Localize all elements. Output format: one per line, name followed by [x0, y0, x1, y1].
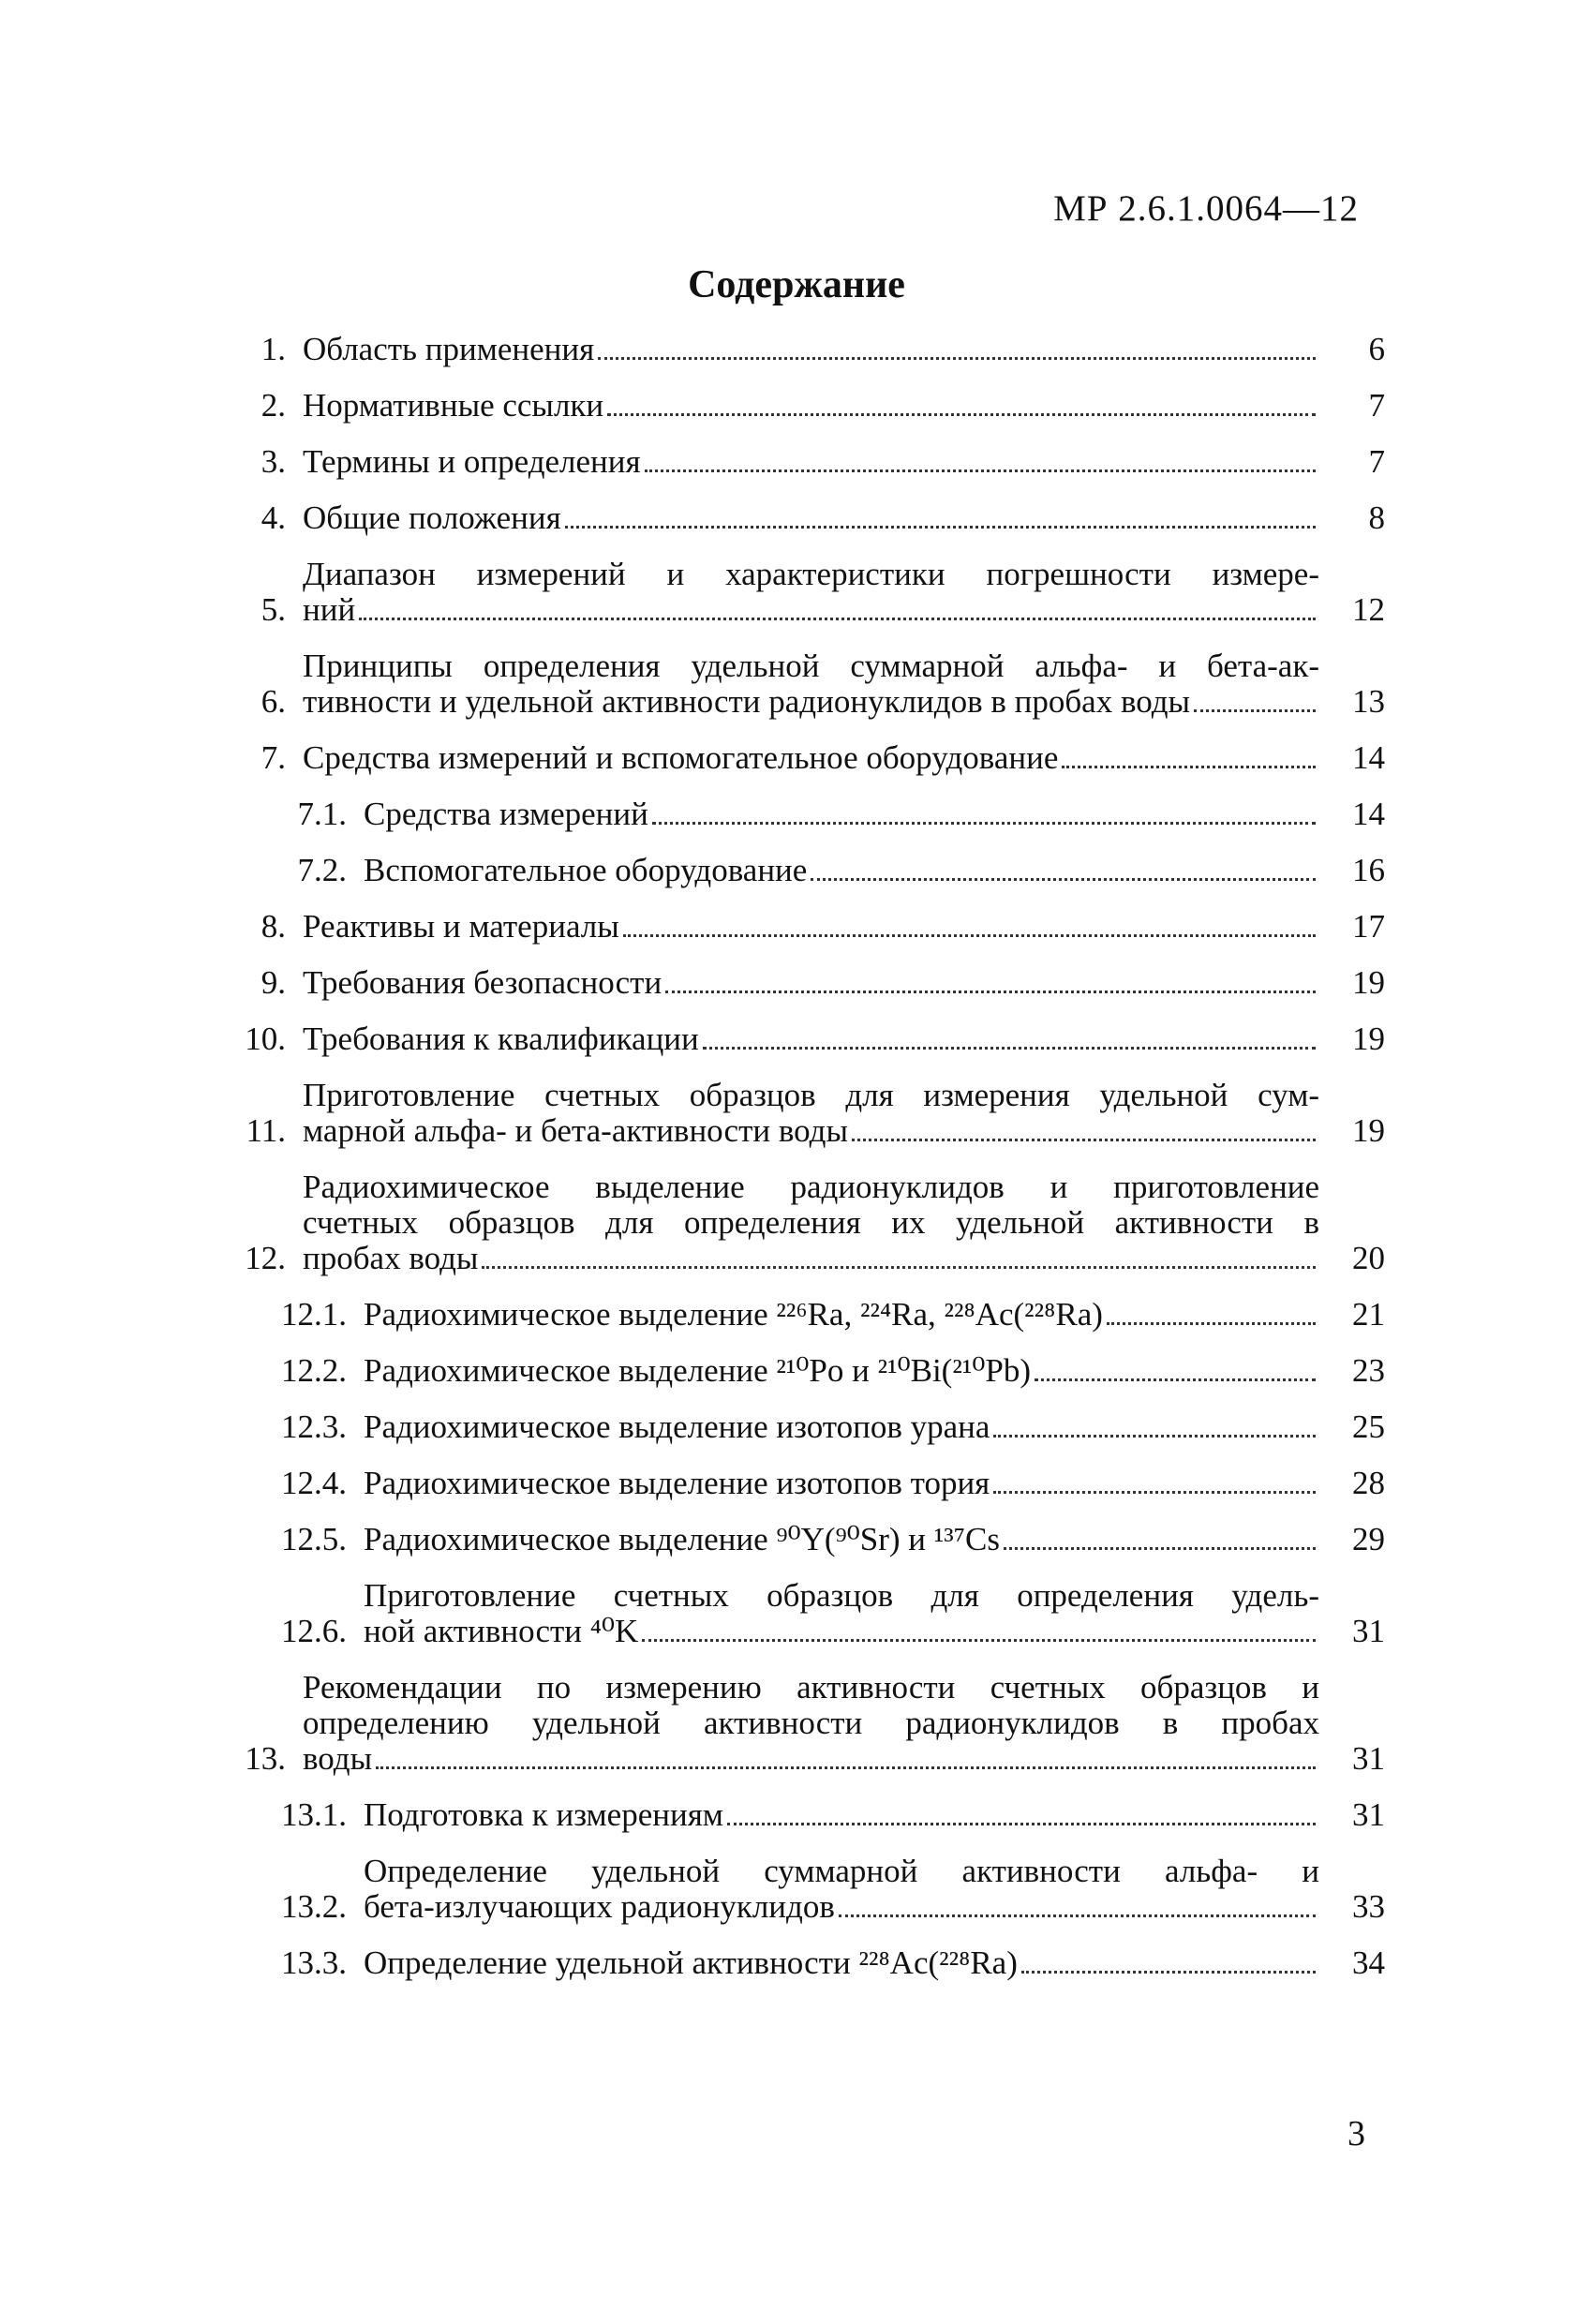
toc-entry-number: 13.1.	[281, 1796, 347, 1833]
toc-entry-number: 5.	[261, 591, 286, 628]
toc-entry-page: 19	[1352, 1020, 1385, 1057]
toc-entry-number: 13.3.	[281, 1944, 347, 1981]
table-of-contents	[206, 332, 1385, 2002]
toc-entry-title: марной альфа- и бета-активности воды	[303, 1112, 848, 1149]
toc-entry-number: 12.5.	[281, 1521, 347, 1557]
toc-entry-number: 1.	[261, 331, 286, 367]
dot-leader	[1107, 1322, 1316, 1325]
toc-entry-title: Вспомогательное оборудование	[364, 852, 808, 888]
toc-entry-title: пробах воды	[303, 1240, 479, 1276]
toc-entry-page: 34	[1352, 1944, 1385, 1981]
toc-entry-title: Радиохимическое выделение ⁹⁰Y(⁹⁰Sr) и ¹³⁷Cs	[364, 1521, 1000, 1557]
toc-entry-number: 13.	[245, 1740, 286, 1777]
toc-entry-text-line: Принципы определения удельной суммарной альфа- и бета-ак-	[303, 648, 1319, 684]
toc-entry-title: Радиохимическое выделение ²²⁶Ra, ²²⁴Ra, ²²⁸Ac(²²⁸Ra)	[364, 1296, 1103, 1333]
dot-leader	[852, 1139, 1316, 1141]
toc-entry-title: Средства измерений и вспомогательное оборудование	[303, 739, 1059, 776]
document-code: МР 2.6.1.0064—12	[1053, 188, 1359, 229]
dot-leader	[607, 413, 1316, 416]
dot-leader	[1004, 1547, 1316, 1550]
toc-entry-page: 7	[1368, 387, 1385, 424]
toc-entry-title: Средства измерений	[364, 796, 648, 832]
toc-entry[interactable]	[206, 965, 1385, 1001]
toc-entry-number: 12.6.	[281, 1613, 347, 1649]
toc-entry-page: 13	[1352, 683, 1385, 720]
toc-entry-page: 7	[1368, 443, 1385, 480]
toc-entry-text-line: Определение удельной суммарной активности альфа- и	[364, 1853, 1319, 1889]
toc-entry-number: 11.	[246, 1112, 286, 1149]
toc-entry[interactable]	[206, 388, 1385, 424]
toc-entry-page: 31	[1352, 1740, 1385, 1777]
toc-entry[interactable]	[206, 1854, 1385, 1925]
dot-leader	[703, 1047, 1316, 1050]
toc-entry-page: 25	[1352, 1408, 1385, 1445]
toc-entry-title: Подготовка к измерениям	[364, 1796, 723, 1833]
toc-entry[interactable]	[206, 444, 1385, 480]
dot-leader	[1062, 766, 1316, 768]
dot-leader	[839, 1914, 1316, 1917]
toc-entry-number: 12.	[245, 1240, 286, 1276]
toc-entry-number: 7.1.	[297, 796, 347, 832]
dot-leader	[1021, 1971, 1316, 1974]
toc-entry[interactable]	[206, 1353, 1385, 1389]
toc-entry-page: 19	[1352, 964, 1385, 1001]
dot-leader	[811, 878, 1316, 881]
toc-entry-title: тивности и удельной активности радионуклидов в пробах воды	[303, 683, 1191, 720]
toc-entry-page: 28	[1352, 1465, 1385, 1501]
toc-entry-title: Нормативные ссылки	[303, 387, 604, 424]
toc-entry-number: 2.	[261, 387, 286, 424]
toc-entry-text-line: счетных образцов для определения их удельной активности в	[303, 1204, 1319, 1241]
toc-entry-number: 3.	[261, 443, 286, 480]
toc-entry-page: 14	[1352, 739, 1385, 776]
toc-entry-page: 6	[1368, 331, 1385, 367]
toc-entry-number: 4.	[261, 499, 286, 536]
toc-entry[interactable]	[206, 1021, 1385, 1057]
toc-entry[interactable]	[206, 1945, 1385, 1981]
dot-leader	[642, 1639, 1316, 1642]
toc-entry[interactable]	[206, 648, 1385, 720]
toc-entry-number: 10.	[245, 1020, 286, 1057]
dot-leader	[665, 991, 1316, 993]
toc-entry-title: Требования к квалификации	[303, 1020, 699, 1057]
toc-entry-page: 16	[1352, 852, 1385, 888]
page-number: 3	[1347, 2114, 1365, 2153]
dot-leader	[565, 526, 1316, 529]
toc-entry-title: Радиохимическое выделение изотопов урана	[364, 1408, 990, 1445]
dot-leader	[1035, 1378, 1316, 1381]
toc-entry-number: 7.2.	[297, 852, 347, 888]
toc-entry-page: 14	[1352, 796, 1385, 832]
toc-entry[interactable]	[206, 332, 1385, 367]
toc-entry[interactable]	[206, 500, 1385, 536]
dot-leader	[993, 1435, 1316, 1438]
toc-entry-number: 12.3.	[281, 1408, 347, 1445]
toc-entry-title: Область применения	[303, 331, 595, 367]
toc-entry-page: 12	[1352, 591, 1385, 628]
toc-entry-page: 31	[1352, 1613, 1385, 1649]
toc-entry-title: Требования безопасности	[303, 964, 663, 1001]
toc-entry-number: 12.4.	[281, 1465, 347, 1501]
toc-title: Содержание	[688, 263, 905, 306]
toc-entry-title: ной активности ⁴⁰K	[364, 1613, 639, 1649]
toc-entry-title: Реактивы и материалы	[303, 908, 619, 945]
toc-entry[interactable]	[206, 557, 1385, 628]
toc-entry[interactable]	[206, 1670, 1385, 1777]
dot-leader	[598, 357, 1316, 360]
toc-entry-title: бета-излучающих радионуклидов	[364, 1888, 835, 1925]
toc-entry-text-line: Рекомендации по измерению активности счетных образцов и	[303, 1669, 1319, 1706]
toc-entry-number: 9.	[261, 964, 286, 1001]
toc-entry-number: 6.	[261, 683, 286, 720]
toc-entry[interactable]	[206, 740, 1385, 776]
toc-entry-text-line: Приготовление счетных образцов для определения удель-	[364, 1577, 1319, 1614]
toc-entry-text-line: Диапазон измерений и характеристики погрешности измере-	[303, 556, 1319, 592]
toc-entry[interactable]	[206, 1578, 1385, 1649]
toc-entry[interactable]	[206, 1169, 1385, 1276]
dot-leader	[993, 1491, 1316, 1494]
toc-entry-number: 12.2.	[281, 1352, 347, 1389]
toc-entry-number: 7.	[261, 739, 286, 776]
toc-entry-text-line: Радиохимическое выделение радионуклидов и приготовление	[303, 1169, 1319, 1205]
toc-entry-page: 19	[1352, 1112, 1385, 1149]
toc-entry-title: ний	[303, 591, 356, 628]
toc-entry[interactable]	[206, 1078, 1385, 1149]
dot-leader	[645, 469, 1316, 472]
toc-entry-page: 17	[1352, 908, 1385, 945]
dot-leader	[623, 934, 1316, 937]
toc-entry[interactable]	[206, 853, 1385, 888]
toc-entry-title: воды	[303, 1740, 373, 1777]
toc-entry-title: Радиохимическое выделение изотопов тория	[364, 1465, 990, 1501]
toc-entry-text-line: Приготовление счетных образцов для измерения удельной сум-	[303, 1077, 1319, 1113]
toc-entry-page: 21	[1352, 1296, 1385, 1333]
toc-entry-text-line: определению удельной активности радионуклидов в пробах	[303, 1705, 1319, 1741]
toc-entry[interactable]	[206, 1797, 1385, 1833]
toc-entry-page: 8	[1368, 499, 1385, 536]
toc-entry[interactable]	[206, 1466, 1385, 1501]
toc-entry[interactable]	[206, 1297, 1385, 1333]
toc-entry-page: 33	[1352, 1888, 1385, 1925]
toc-entry-title: Радиохимическое выделение ²¹⁰Po и ²¹⁰Bi(²¹⁰Pb)	[364, 1352, 1031, 1389]
toc-entry[interactable]	[206, 1522, 1385, 1557]
toc-entry-title: Определение удельной активности ²²⁸Ac(²²⁸Ra)	[364, 1944, 1018, 1981]
dot-leader	[376, 1766, 1316, 1769]
toc-entry-number: 12.1.	[281, 1296, 347, 1333]
dot-leader	[482, 1266, 1316, 1269]
toc-entry[interactable]	[206, 1409, 1385, 1445]
dot-leader	[727, 1823, 1316, 1825]
toc-entry[interactable]	[206, 797, 1385, 832]
toc-entry-page: 31	[1352, 1796, 1385, 1833]
toc-entry-number: 13.2.	[281, 1888, 347, 1925]
toc-entry-page: 23	[1352, 1352, 1385, 1389]
toc-entry-page: 29	[1352, 1521, 1385, 1557]
toc-entry-page: 20	[1352, 1240, 1385, 1276]
dot-leader	[359, 618, 1316, 620]
toc-entry-title: Общие положения	[303, 499, 561, 536]
toc-entry-number: 8.	[261, 908, 286, 945]
toc-entry-title: Термины и определения	[303, 443, 641, 480]
dot-leader	[1194, 709, 1316, 712]
dot-leader	[652, 822, 1316, 825]
toc-entry[interactable]	[206, 909, 1385, 945]
